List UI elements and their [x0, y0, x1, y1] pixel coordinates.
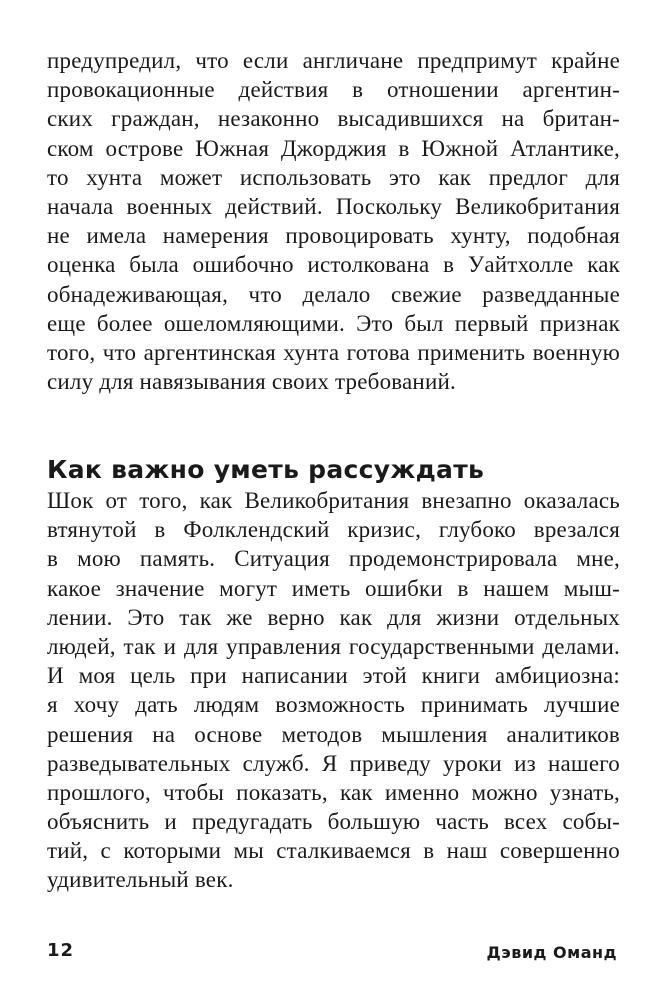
text-line: еще более ошеломляющими. Это был первый признак [47, 310, 620, 336]
section-heading: Как важно уметь рассуждать [47, 454, 485, 484]
text-line: ских граждан, незаконно высадившихся на британ- [47, 106, 620, 132]
text-line: силу для навязывания своих требований. [47, 369, 456, 395]
text-line: решения на основе методов мышления аналитиков [47, 721, 620, 747]
text-line: втянутой в Фолклендский кризис, глубоко врезался [47, 517, 620, 543]
text-line: И моя цель при написании этой книги амбициозна: [47, 663, 620, 689]
running-footer-author: Дэвид Оманд [486, 943, 617, 962]
text-line: оценка была ошибочно истолкована в Уайтхолле как [47, 252, 620, 278]
text-line: ском острове Южная Джорджия в Южной Атлантике, [47, 135, 620, 161]
text-line: то хунта может использовать это как предлог для [47, 164, 620, 190]
text-line: в мою память. Ситуация продемонстрировала мне, [47, 546, 620, 572]
text-line: провокационные действия в отношении аргентин- [47, 77, 620, 103]
text-line: объяснить и предугадать большую часть всех собы- [47, 809, 620, 835]
text-line: прошлого, чтобы показать, как именно можно узнать, [47, 779, 620, 805]
text-line: разведывательных служб. Я приведу уроки из нашего [47, 750, 620, 776]
text-line: обнадеживающая, что делало свежие разведданные [47, 281, 620, 307]
text-line: того, что аргентинская хунта готова применить военную [47, 339, 620, 365]
text-line: какое значение могут иметь ошибки в нашем мыш- [47, 575, 620, 601]
text-line: удивительный век. [47, 867, 234, 893]
text-line: людей, так и для управления государственными делами. [47, 633, 620, 659]
text-line: тий, с которыми мы сталкиваемся в наш совершенно [47, 838, 620, 864]
text-line: Шок от того, как Великобритания внезапно оказалась [47, 488, 620, 513]
page-number: 12 [47, 940, 75, 961]
paragraph-2 [47, 486, 620, 895]
text-line: предупредил, что если англичане предпримут крайне [47, 48, 620, 73]
paragraph-1 [47, 46, 620, 396]
text-line: не имела намерения провоцировать хунту, подобная [47, 223, 620, 249]
text-line: начала военных действий. Поскольку Великобритания [47, 193, 620, 219]
text-line: я хочу дать людям возможность принимать лучшие [47, 692, 620, 718]
text-line: лении. Это так же верно как для жизни отдельных [47, 604, 620, 630]
